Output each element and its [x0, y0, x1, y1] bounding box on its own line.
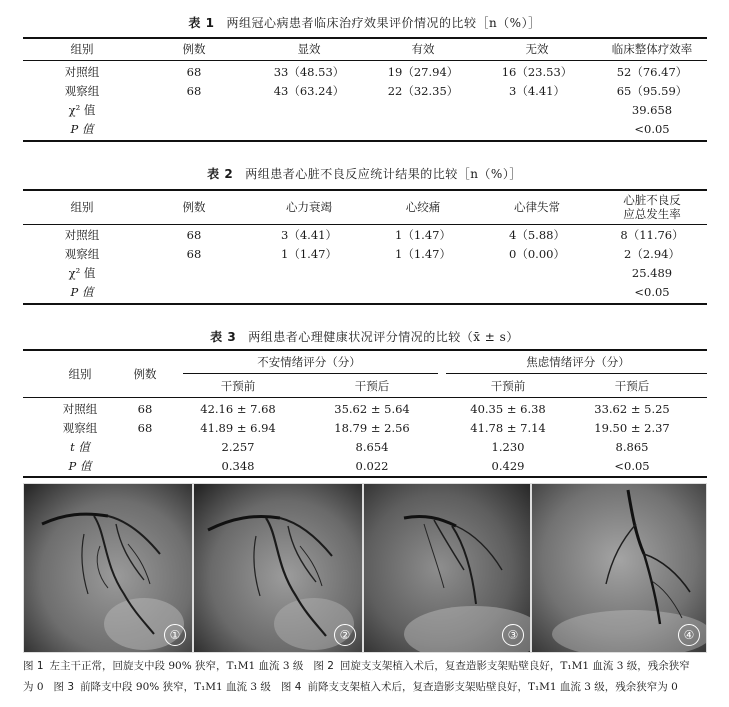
table2-chi-value: 25.489 — [631, 266, 673, 280]
table3-header-worry: 焦虑情绪评分（分） — [526, 355, 630, 369]
fig2-caption-text: 回旋支支架植入术后，复查造影支架贴壁良好，T₁M1 血流 3 级，残余狭窄 — [339, 660, 690, 672]
table2-header-count: 例数 — [182, 200, 206, 214]
figure-4-number-badge: ④ — [678, 624, 700, 646]
fig3-caption-text: 前降支中段 90% 狭窄，T₁M1 血流 3 级 — [80, 681, 271, 693]
table3-label: 表 3 — [210, 330, 237, 344]
table2-bottom-rule — [23, 303, 707, 305]
table3-row1-group: 对照组 — [62, 402, 98, 416]
table1-row2-marked: 43（63.24） — [273, 84, 345, 98]
table1-row1-effective: 19（27.94） — [387, 65, 459, 79]
table1-p-label: P 值 — [70, 122, 94, 136]
table3-anxiety-span-rule — [183, 373, 438, 374]
fig2-caption-label: 图 2 — [313, 660, 334, 672]
table1-title — [0, 14, 729, 31]
table1-header-invalid: 无效 — [525, 42, 549, 56]
fig1-caption-text: 左主干正常，回旋支中段 90% 狭窄，T₁M1 血流 3 级 — [49, 660, 304, 672]
table3-t-worry-after: 8.865 — [615, 440, 649, 454]
table1-row2-group: 观察组 — [64, 84, 100, 98]
figure-1-number-badge: ① — [164, 624, 186, 646]
table1-row2-invalid: 3（4.41） — [509, 84, 565, 98]
table3-sub-after-1: 干预后 — [354, 379, 390, 393]
table1-header-rule — [23, 60, 707, 61]
table2-header-total-line2: 应总发生率 — [623, 207, 681, 221]
table3-row2-anxiety-before: 41.89 ± 6.94 — [200, 421, 276, 435]
table3-sub-before-2: 干预前 — [490, 379, 526, 393]
table2-chi-label: χ² 值 — [68, 266, 96, 280]
angiogram-figure-1 — [23, 483, 193, 653]
table3-row1-anxiety-after: 35.62 ± 5.64 — [334, 402, 410, 416]
table2-row2-heart-failure: 1（1.47） — [281, 247, 337, 261]
table3-top-rule — [23, 349, 707, 351]
table3-p-worry-after: <0.05 — [614, 459, 650, 473]
table1-row1-rate: 52（76.47） — [616, 65, 688, 79]
table2-header-rule — [23, 224, 707, 225]
table3-row2-worry-before: 41.78 ± 7.14 — [470, 421, 546, 435]
table1-label: 表 1 — [188, 16, 215, 30]
table1-row2-count: 68 — [186, 84, 202, 98]
table2-row1-total: 8（11.76） — [620, 228, 684, 242]
fig1-caption-label: 图 1 — [23, 660, 44, 672]
table1-p-value: <0.05 — [634, 122, 670, 136]
table3-sub-before-1: 干预前 — [220, 379, 256, 393]
figure-3-number-badge: ③ — [502, 624, 524, 646]
table3-caption: 两组患者心理健康状况评分情况的比较（x̄ ± s） — [248, 330, 519, 344]
table3-header-anxiety: 不安情绪评分（分） — [257, 355, 361, 369]
table2-row2-angina: 1（1.47） — [395, 247, 451, 261]
table3-p-worry-before: 0.429 — [491, 459, 525, 473]
table1-header-count: 例数 — [182, 42, 206, 56]
table3-row1-anxiety-before: 42.16 ± 7.68 — [200, 402, 276, 416]
table2-top-rule — [23, 189, 707, 191]
table3-row2-group: 观察组 — [62, 421, 98, 435]
table2-row1-group: 对照组 — [64, 228, 100, 242]
table3-header-rule — [23, 397, 707, 398]
fig2-caption-continuation: 为 0 — [23, 681, 44, 693]
table3-t-label: t 值 — [70, 440, 90, 454]
table3-worry-span-rule — [446, 373, 707, 374]
angiogram-figure-4 — [531, 483, 707, 653]
table3-row2-count: 68 — [137, 421, 153, 435]
table1-row1-count: 68 — [186, 65, 202, 79]
table1-row1-invalid: 16（23.53） — [501, 65, 573, 79]
table2-row1-arrhythmia: 4（5.88） — [509, 228, 565, 242]
table3-row2-worry-after: 19.50 ± 2.37 — [594, 421, 670, 435]
table2-label: 表 2 — [207, 167, 234, 181]
table2-p-label: P 值 — [70, 285, 94, 299]
table1-row2-rate: 65（95.59） — [616, 84, 688, 98]
table3-row1-worry-before: 40.35 ± 6.38 — [470, 402, 546, 416]
table1-caption: 两组冠心病患者临床治疗效果评价情况的比较［n（%）］ — [226, 16, 541, 30]
table2-header-heart-failure: 心力衰竭 — [286, 200, 332, 214]
table3-t-worry-before: 1.230 — [491, 440, 525, 454]
table3-title — [0, 328, 729, 345]
angiogram-figure-3 — [363, 483, 531, 653]
fig3-caption-label: 图 3 — [53, 681, 75, 693]
table2-caption: 两组患者心脏不良反应统计结果的比较［n（%）］ — [245, 167, 522, 181]
table2-p-value: <0.05 — [634, 285, 670, 299]
figure-caption-line2 — [23, 677, 713, 698]
table1-row1-marked: 33（48.53） — [273, 65, 345, 79]
table1-row1-group: 对照组 — [64, 65, 100, 79]
table2-row1-heart-failure: 3（4.41） — [281, 228, 337, 242]
fig4-caption-label: 图 4 — [280, 681, 302, 693]
table2-row2-group: 观察组 — [64, 247, 100, 261]
table3-row1-count: 68 — [137, 402, 153, 416]
table1-top-rule — [23, 37, 707, 39]
table1-bottom-rule — [23, 140, 707, 142]
table2-row2-total: 2（2.94） — [624, 247, 680, 261]
table2-row2-count: 68 — [186, 247, 202, 261]
fig4-caption-text: 前降支支架植入术后，复查造影支架贴壁良好，T₁M1 血流 3 级，残余狭窄为 0 — [307, 681, 678, 693]
table1-header-effective: 有效 — [411, 42, 435, 56]
table3-p-anxiety-after: 0.022 — [355, 459, 389, 473]
table3-p-anxiety-before: 0.348 — [221, 459, 255, 473]
table1-chi-value: 39.658 — [631, 103, 673, 117]
table3-p-label: P 值 — [68, 459, 92, 473]
table2-row2-arrhythmia: 0（0.00） — [509, 247, 565, 261]
table3-row2-anxiety-after: 18.79 ± 2.56 — [334, 421, 410, 435]
table3-header-group: 组别 — [68, 367, 92, 381]
table2-title — [0, 165, 729, 182]
table2-header-total-line1: 心脏不良反 — [623, 193, 681, 207]
table2-header-angina: 心绞痛 — [405, 200, 441, 214]
table1-row2-effective: 22（32.35） — [387, 84, 459, 98]
angiogram-figure-2 — [193, 483, 363, 653]
table3-sub-after-2: 干预后 — [614, 379, 650, 393]
table1-header-rate: 临床整体疗效率 — [611, 42, 693, 56]
table3-t-anxiety-after: 8.654 — [355, 440, 389, 454]
table3-bottom-rule — [23, 476, 707, 478]
table1-chi-label: χ² 值 — [68, 103, 96, 117]
table1-header-group: 组别 — [70, 42, 94, 56]
table3-header-count: 例数 — [133, 367, 157, 381]
table3-row1-worry-after: 33.62 ± 5.25 — [594, 402, 670, 416]
figure-caption-line1 — [23, 656, 713, 677]
table2-header-arrhythmia: 心律失常 — [514, 200, 560, 214]
figure-2-number-badge: ② — [334, 624, 356, 646]
table1-header-marked: 显效 — [297, 42, 321, 56]
table2-row1-angina: 1（1.47） — [395, 228, 451, 242]
table2-row1-count: 68 — [186, 228, 202, 242]
table2-header-group: 组别 — [70, 200, 94, 214]
table3-t-anxiety-before: 2.257 — [221, 440, 255, 454]
